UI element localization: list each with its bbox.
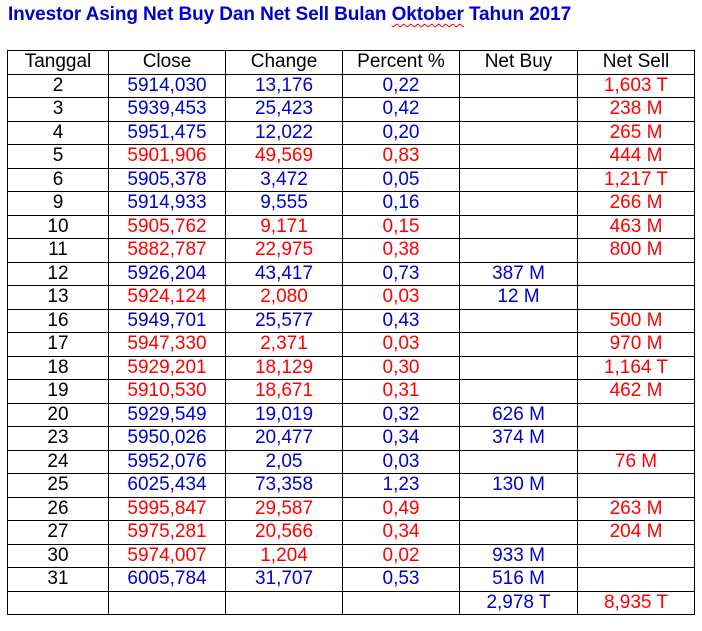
net-sell-cell: 266 M — [578, 192, 695, 216]
net-sell-cell — [578, 544, 695, 568]
net-sell-cell — [578, 568, 695, 592]
change-cell: 3,472 — [226, 168, 343, 192]
change-cell: 18,671 — [226, 380, 343, 404]
change-cell: 9,555 — [226, 192, 343, 216]
header-tanggal: Tanggal — [8, 51, 109, 75]
net-sell-cell: 462 M — [578, 380, 695, 404]
tanggal-cell: 31 — [8, 568, 109, 592]
tanggal-cell: 9 — [8, 192, 109, 216]
close-cell: 5914,933 — [109, 192, 226, 216]
header-change: Change — [226, 51, 343, 75]
table-row — [8, 380, 695, 404]
tanggal-cell: 12 — [8, 262, 109, 286]
close-cell: 5975,281 — [109, 521, 226, 545]
close-cell: 5939,453 — [109, 98, 226, 122]
close-cell: 5926,204 — [109, 262, 226, 286]
net-sell-cell: 1,217 T — [578, 168, 695, 192]
tanggal-cell: 3 — [8, 98, 109, 122]
percent-cell: 0,83 — [343, 145, 460, 169]
tanggal-cell: 27 — [8, 521, 109, 545]
net-sell-cell: 265 M — [578, 121, 695, 145]
change-cell: 13,176 — [226, 74, 343, 98]
net-sell-cell — [578, 286, 695, 310]
percent-cell: 0,49 — [343, 497, 460, 521]
change-cell: 25,423 — [226, 98, 343, 122]
close-cell: 5951,475 — [109, 121, 226, 145]
change-cell: 31,707 — [226, 568, 343, 592]
change-cell: 2,05 — [226, 450, 343, 474]
change-cell: 43,417 — [226, 262, 343, 286]
net-buy-cell: 626 M — [460, 403, 578, 427]
net-sell-cell: 444 M — [578, 145, 695, 169]
close-cell: 5974,007 — [109, 544, 226, 568]
table-row — [8, 145, 695, 169]
table-row — [8, 427, 695, 451]
net-sell-cell: 238 M — [578, 98, 695, 122]
change-cell: 18,129 — [226, 356, 343, 380]
table-row — [8, 333, 695, 357]
net-buy-cell — [460, 356, 578, 380]
header-close: Close — [109, 51, 226, 75]
net-buy-cell: 12 M — [460, 286, 578, 310]
header-net-sell: Net Sell — [578, 51, 695, 75]
percent-cell: 0,16 — [343, 192, 460, 216]
tanggal-cell: 2 — [8, 74, 109, 98]
close-cell: 5924,124 — [109, 286, 226, 310]
net-buy-cell — [460, 98, 578, 122]
change-cell: 2,371 — [226, 333, 343, 357]
change-cell: 12,022 — [226, 121, 343, 145]
table-row — [8, 356, 695, 380]
close-cell: 5949,701 — [109, 309, 226, 333]
table-row — [8, 121, 695, 145]
table-row — [8, 215, 695, 239]
percent-cell: 0,03 — [343, 333, 460, 357]
close-cell: 5947,330 — [109, 333, 226, 357]
table-row — [8, 521, 695, 545]
change-cell: 20,566 — [226, 521, 343, 545]
net-buy-cell — [460, 192, 578, 216]
table-row — [8, 192, 695, 216]
table-row — [8, 474, 695, 498]
table-row — [8, 74, 695, 98]
table-row — [8, 568, 695, 592]
table-row — [8, 403, 695, 427]
title-spellcheck-word: Oktober — [391, 4, 464, 25]
change-cell: 73,358 — [226, 474, 343, 498]
totals-row — [8, 591, 695, 615]
net-sell-cell — [578, 427, 695, 451]
net-sell-cell: 500 M — [578, 309, 695, 333]
net-sell-cell: 76 M — [578, 450, 695, 474]
close-cell: 5929,549 — [109, 403, 226, 427]
document-title — [8, 4, 571, 26]
table-row — [8, 450, 695, 474]
net-buy-cell — [460, 145, 578, 169]
close-cell: 5905,762 — [109, 215, 226, 239]
tanggal-cell: 20 — [8, 403, 109, 427]
close-cell: 6005,784 — [109, 568, 226, 592]
percent-cell: 0,73 — [343, 262, 460, 286]
net-sell-cell: 970 M — [578, 333, 695, 357]
net-buy-cell — [460, 215, 578, 239]
totals-percent-cell — [343, 591, 460, 615]
net-buy-cell — [460, 309, 578, 333]
tanggal-cell: 30 — [8, 544, 109, 568]
net-buy-cell — [460, 380, 578, 404]
percent-cell: 0,20 — [343, 121, 460, 145]
percent-cell: 0,02 — [343, 544, 460, 568]
percent-cell: 0,03 — [343, 450, 460, 474]
tanggal-cell: 16 — [8, 309, 109, 333]
table-row — [8, 309, 695, 333]
totals-tanggal-cell — [8, 591, 109, 615]
net-sell-cell: 1,603 T — [578, 74, 695, 98]
close-cell: 5950,026 — [109, 427, 226, 451]
close-cell: 5929,201 — [109, 356, 226, 380]
close-cell: 5914,030 — [109, 74, 226, 98]
tanggal-cell: 11 — [8, 239, 109, 263]
net-buy-cell: 387 M — [460, 262, 578, 286]
tanggal-cell: 4 — [8, 121, 109, 145]
net-sell-cell: 800 M — [578, 239, 695, 263]
totals-close-cell — [109, 591, 226, 615]
net-buy-cell — [460, 450, 578, 474]
net-buy-cell — [460, 497, 578, 521]
net-buy-cell — [460, 168, 578, 192]
change-cell: 49,569 — [226, 145, 343, 169]
change-cell: 2,080 — [226, 286, 343, 310]
close-cell: 5905,378 — [109, 168, 226, 192]
net-buy-cell: 516 M — [460, 568, 578, 592]
percent-cell: 0,31 — [343, 380, 460, 404]
title-prefix: Investor Asing Net Buy Dan Net Sell Bulan — [8, 4, 392, 25]
net-buy-cell — [460, 74, 578, 98]
change-cell: 9,171 — [226, 215, 343, 239]
header-net-buy: Net Buy — [460, 51, 578, 75]
net-sell-cell — [578, 403, 695, 427]
tanggal-cell: 25 — [8, 474, 109, 498]
net-buy-cell — [460, 333, 578, 357]
percent-cell: 0,42 — [343, 98, 460, 122]
percent-cell: 0,30 — [343, 356, 460, 380]
total-net-buy: 2,978 T — [460, 591, 578, 615]
tanggal-cell: 18 — [8, 356, 109, 380]
close-cell: 5995,847 — [109, 497, 226, 521]
net-sell-cell — [578, 474, 695, 498]
net-sell-cell: 463 M — [578, 215, 695, 239]
percent-cell: 0,34 — [343, 521, 460, 545]
table-row — [8, 239, 695, 263]
table-body — [8, 74, 695, 591]
tanggal-cell: 23 — [8, 427, 109, 451]
percent-cell: 0,22 — [343, 74, 460, 98]
tanggal-cell: 5 — [8, 145, 109, 169]
net-buy-sell-table — [7, 50, 695, 615]
change-cell: 22,975 — [226, 239, 343, 263]
close-cell: 5952,076 — [109, 450, 226, 474]
table-row — [8, 262, 695, 286]
change-cell: 25,577 — [226, 309, 343, 333]
tanggal-cell: 26 — [8, 497, 109, 521]
net-buy-cell: 374 M — [460, 427, 578, 451]
percent-cell: 0,05 — [343, 168, 460, 192]
table-row — [8, 286, 695, 310]
title-suffix: Tahun 2017 — [463, 4, 572, 25]
net-buy-cell — [460, 239, 578, 263]
net-buy-cell: 933 M — [460, 544, 578, 568]
close-cell: 5901,906 — [109, 145, 226, 169]
header-percent: Percent % — [343, 51, 460, 75]
change-cell: 20,477 — [226, 427, 343, 451]
table-row — [8, 497, 695, 521]
table-row — [8, 168, 695, 192]
tanggal-cell: 6 — [8, 168, 109, 192]
net-sell-cell: 204 M — [578, 521, 695, 545]
percent-cell: 0,43 — [343, 309, 460, 333]
percent-cell: 0,03 — [343, 286, 460, 310]
close-cell: 5882,787 — [109, 239, 226, 263]
table-row — [8, 544, 695, 568]
change-cell: 29,587 — [226, 497, 343, 521]
change-cell: 19,019 — [226, 403, 343, 427]
percent-cell: 1,23 — [343, 474, 460, 498]
net-sell-cell — [578, 262, 695, 286]
percent-cell: 0,32 — [343, 403, 460, 427]
tanggal-cell: 19 — [8, 380, 109, 404]
net-buy-cell: 130 M — [460, 474, 578, 498]
totals-change-cell — [226, 591, 343, 615]
change-cell: 1,204 — [226, 544, 343, 568]
net-buy-cell — [460, 121, 578, 145]
tanggal-cell: 24 — [8, 450, 109, 474]
net-sell-cell: 1,164 T — [578, 356, 695, 380]
table-header-row — [8, 51, 695, 75]
percent-cell: 0,38 — [343, 239, 460, 263]
net-buy-cell — [460, 521, 578, 545]
total-net-sell: 8,935 T — [578, 591, 695, 615]
table-row — [8, 98, 695, 122]
percent-cell: 0,34 — [343, 427, 460, 451]
close-cell: 6025,434 — [109, 474, 226, 498]
percent-cell: 0,15 — [343, 215, 460, 239]
tanggal-cell: 17 — [8, 333, 109, 357]
tanggal-cell: 13 — [8, 286, 109, 310]
percent-cell: 0,53 — [343, 568, 460, 592]
close-cell: 5910,530 — [109, 380, 226, 404]
net-sell-cell: 263 M — [578, 497, 695, 521]
tanggal-cell: 10 — [8, 215, 109, 239]
